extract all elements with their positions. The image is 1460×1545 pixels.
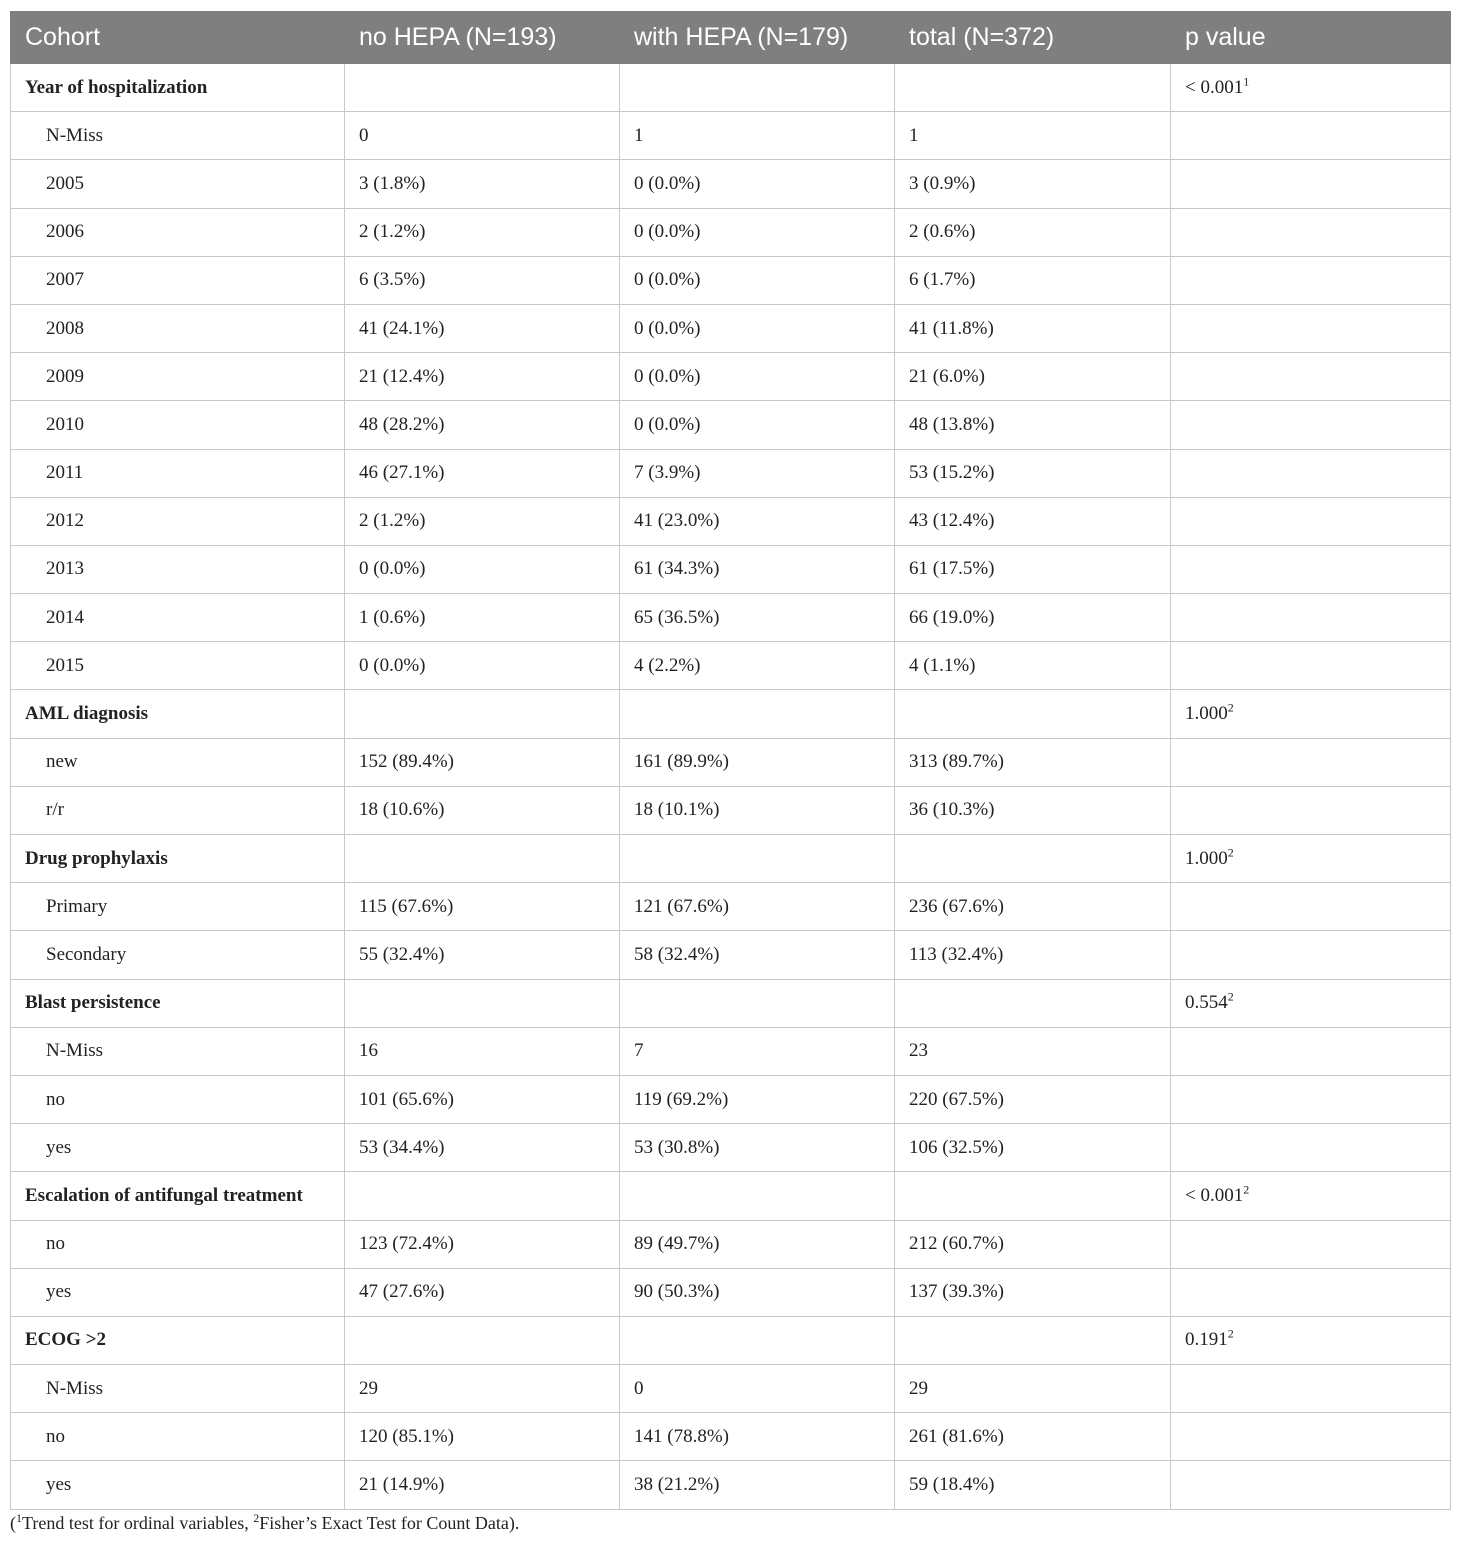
total-cell: 236 (67.6%)	[895, 883, 1171, 931]
empty-cell	[620, 1172, 895, 1220]
total-cell: 2 (0.6%)	[895, 208, 1171, 256]
row-label-cell: N-Miss	[11, 1027, 345, 1075]
table-row	[11, 449, 1451, 497]
empty-cell	[1171, 786, 1451, 834]
no-hepa-cell: 123 (72.4%)	[345, 1220, 620, 1268]
p-value-cell	[1171, 979, 1451, 1027]
no-hepa-cell: 120 (85.1%)	[345, 1413, 620, 1461]
with-hepa-cell: 119 (69.2%)	[620, 1075, 895, 1123]
total-cell: 313 (89.7%)	[895, 738, 1171, 786]
p-value-cell	[1171, 1172, 1451, 1220]
table-row	[11, 208, 1451, 256]
row-label-cell: no	[11, 1413, 345, 1461]
empty-cell	[620, 835, 895, 883]
empty-cell	[345, 979, 620, 1027]
with-hepa-cell: 0 (0.0%)	[620, 256, 895, 304]
row-label-cell: yes	[11, 1124, 345, 1172]
table-row	[11, 738, 1451, 786]
with-hepa-cell: 61 (34.3%)	[620, 545, 895, 593]
group-label-cell: Blast persistence	[11, 979, 345, 1027]
table-row	[11, 1075, 1451, 1123]
empty-cell	[620, 690, 895, 738]
empty-cell	[345, 690, 620, 738]
row-label-cell: 2011	[11, 449, 345, 497]
with-hepa-cell: 7 (3.9%)	[620, 449, 895, 497]
row-label-cell: 2014	[11, 594, 345, 642]
empty-cell	[620, 1316, 895, 1364]
no-hepa-cell: 48 (28.2%)	[345, 401, 620, 449]
empty-cell	[1171, 1124, 1451, 1172]
p-value: 1.000	[1185, 703, 1228, 725]
row-label-cell: Primary	[11, 883, 345, 931]
no-hepa-cell: 2 (1.2%)	[345, 208, 620, 256]
with-hepa-cell: 141 (78.8%)	[620, 1413, 895, 1461]
header-p-value: p value	[1171, 12, 1451, 64]
table-row	[11, 497, 1451, 545]
empty-cell	[1171, 401, 1451, 449]
with-hepa-cell: 53 (30.8%)	[620, 1124, 895, 1172]
p-value-footnote-marker: 2	[1227, 1327, 1234, 1342]
empty-cell	[1171, 642, 1451, 690]
table-row	[11, 545, 1451, 593]
no-hepa-cell: 6 (3.5%)	[345, 256, 620, 304]
footnote-open: (	[10, 1513, 16, 1533]
row-label-cell: yes	[11, 1268, 345, 1316]
no-hepa-cell: 0 (0.0%)	[345, 545, 620, 593]
row-label-cell: 2009	[11, 353, 345, 401]
header-total: total (N=372)	[895, 12, 1171, 64]
table-group-row	[11, 1172, 1451, 1220]
empty-cell	[345, 835, 620, 883]
p-value: 0.554	[1185, 992, 1228, 1014]
footnote-sup-2: 2	[253, 1511, 260, 1525]
p-value: 1.000	[1185, 847, 1228, 869]
header-cohort: Cohort	[11, 12, 345, 64]
empty-cell	[1171, 883, 1451, 931]
total-cell: 48 (13.8%)	[895, 401, 1171, 449]
no-hepa-cell: 1 (0.6%)	[345, 594, 620, 642]
total-cell: 106 (32.5%)	[895, 1124, 1171, 1172]
empty-cell	[895, 64, 1171, 112]
total-cell: 59 (18.4%)	[895, 1461, 1171, 1509]
with-hepa-cell: 0 (0.0%)	[620, 208, 895, 256]
p-value: 0.191	[1185, 1329, 1228, 1351]
table-group-row	[11, 64, 1451, 112]
total-cell: 6 (1.7%)	[895, 256, 1171, 304]
no-hepa-cell: 41 (24.1%)	[345, 304, 620, 352]
empty-cell	[620, 64, 895, 112]
total-cell: 220 (67.5%)	[895, 1075, 1171, 1123]
row-label-cell: N-Miss	[11, 1365, 345, 1413]
table-footnote	[10, 1513, 1450, 1534]
empty-cell	[1171, 497, 1451, 545]
group-label-cell: ECOG >2	[11, 1316, 345, 1364]
row-label-cell: 2007	[11, 256, 345, 304]
footnote-sup-1: 1	[16, 1511, 22, 1525]
table-header-row	[11, 12, 1451, 64]
empty-cell	[895, 1172, 1171, 1220]
empty-cell	[1171, 160, 1451, 208]
table-group-row	[11, 1316, 1451, 1364]
with-hepa-cell: 89 (49.7%)	[620, 1220, 895, 1268]
total-cell: 4 (1.1%)	[895, 642, 1171, 690]
total-cell: 23	[895, 1027, 1171, 1075]
empty-cell	[1171, 1413, 1451, 1461]
p-value-cell	[1171, 835, 1451, 883]
with-hepa-cell: 18 (10.1%)	[620, 786, 895, 834]
table-row	[11, 304, 1451, 352]
total-cell: 3 (0.9%)	[895, 160, 1171, 208]
table-row	[11, 1413, 1451, 1461]
table-row	[11, 401, 1451, 449]
empty-cell	[620, 979, 895, 1027]
empty-cell	[1171, 738, 1451, 786]
with-hepa-cell: 38 (21.2%)	[620, 1461, 895, 1509]
table-row	[11, 1220, 1451, 1268]
row-label-cell: new	[11, 738, 345, 786]
with-hepa-cell: 90 (50.3%)	[620, 1268, 895, 1316]
empty-cell	[1171, 1075, 1451, 1123]
table-body	[11, 64, 1451, 1510]
row-label-cell: 2008	[11, 304, 345, 352]
p-value-cell	[1171, 690, 1451, 738]
no-hepa-cell: 2 (1.2%)	[345, 497, 620, 545]
with-hepa-cell: 121 (67.6%)	[620, 883, 895, 931]
total-cell: 29	[895, 1365, 1171, 1413]
total-cell: 21 (6.0%)	[895, 353, 1171, 401]
p-value-footnote-marker: 2	[1227, 700, 1234, 715]
with-hepa-cell: 41 (23.0%)	[620, 497, 895, 545]
table-row	[11, 160, 1451, 208]
table-row	[11, 1027, 1451, 1075]
no-hepa-cell: 21 (12.4%)	[345, 353, 620, 401]
row-label-cell: 2015	[11, 642, 345, 690]
row-label-cell: N-Miss	[11, 112, 345, 160]
table-row	[11, 256, 1451, 304]
with-hepa-cell: 0	[620, 1365, 895, 1413]
empty-cell	[1171, 1461, 1451, 1509]
total-cell: 36 (10.3%)	[895, 786, 1171, 834]
footnote-text-1: Trend test for ordinal variables,	[22, 1513, 254, 1533]
data-table-container	[10, 11, 1450, 1510]
p-value-footnote-marker: 2	[1243, 1182, 1250, 1197]
table-row	[11, 1461, 1451, 1509]
table-row	[11, 642, 1451, 690]
empty-cell	[895, 835, 1171, 883]
cohort-table	[10, 11, 1451, 1510]
row-label-cell: no	[11, 1220, 345, 1268]
footnote-text-2: Fisher’s Exact Test for Count Data).	[259, 1513, 520, 1533]
empty-cell	[345, 1316, 620, 1364]
empty-cell	[895, 1316, 1171, 1364]
with-hepa-cell: 65 (36.5%)	[620, 594, 895, 642]
empty-cell	[1171, 112, 1451, 160]
group-label-cell: Drug prophylaxis	[11, 835, 345, 883]
group-label-cell: AML diagnosis	[11, 690, 345, 738]
row-label-cell: 2013	[11, 545, 345, 593]
p-value-footnote-marker: 1	[1243, 74, 1250, 89]
empty-cell	[1171, 594, 1451, 642]
p-value-cell	[1171, 64, 1451, 112]
table-row	[11, 931, 1451, 979]
header-with-hepa: with HEPA (N=179)	[620, 12, 895, 64]
group-label-cell: Year of hospitalization	[11, 64, 345, 112]
table-row	[11, 883, 1451, 931]
p-value-footnote-marker: 2	[1227, 845, 1234, 860]
row-label-cell: r/r	[11, 786, 345, 834]
table-row	[11, 594, 1451, 642]
empty-cell	[1171, 304, 1451, 352]
empty-cell	[1171, 353, 1451, 401]
row-label-cell: yes	[11, 1461, 345, 1509]
no-hepa-cell: 53 (34.4%)	[345, 1124, 620, 1172]
empty-cell	[1171, 545, 1451, 593]
empty-cell	[1171, 208, 1451, 256]
table-group-row	[11, 979, 1451, 1027]
p-value: < 0.001	[1185, 1184, 1244, 1206]
empty-cell	[895, 690, 1171, 738]
row-label-cell: 2005	[11, 160, 345, 208]
no-hepa-cell: 115 (67.6%)	[345, 883, 620, 931]
total-cell: 212 (60.7%)	[895, 1220, 1171, 1268]
no-hepa-cell: 152 (89.4%)	[345, 738, 620, 786]
p-value-cell	[1171, 1316, 1451, 1364]
table-group-row	[11, 835, 1451, 883]
with-hepa-cell: 4 (2.2%)	[620, 642, 895, 690]
total-cell: 261 (81.6%)	[895, 1413, 1171, 1461]
with-hepa-cell: 0 (0.0%)	[620, 160, 895, 208]
table-row	[11, 112, 1451, 160]
row-label-cell: 2006	[11, 208, 345, 256]
no-hepa-cell: 46 (27.1%)	[345, 449, 620, 497]
empty-cell	[345, 64, 620, 112]
empty-cell	[1171, 931, 1451, 979]
with-hepa-cell: 58 (32.4%)	[620, 931, 895, 979]
no-hepa-cell: 21 (14.9%)	[345, 1461, 620, 1509]
with-hepa-cell: 161 (89.9%)	[620, 738, 895, 786]
table-row	[11, 1365, 1451, 1413]
no-hepa-cell: 29	[345, 1365, 620, 1413]
empty-cell	[895, 979, 1171, 1027]
with-hepa-cell: 0 (0.0%)	[620, 353, 895, 401]
empty-cell	[1171, 256, 1451, 304]
no-hepa-cell: 3 (1.8%)	[345, 160, 620, 208]
header-no-hepa: no HEPA (N=193)	[345, 12, 620, 64]
no-hepa-cell: 55 (32.4%)	[345, 931, 620, 979]
empty-cell	[1171, 449, 1451, 497]
total-cell: 61 (17.5%)	[895, 545, 1171, 593]
total-cell: 53 (15.2%)	[895, 449, 1171, 497]
p-value-footnote-marker: 2	[1227, 989, 1234, 1004]
table-row	[11, 786, 1451, 834]
total-cell: 41 (11.8%)	[895, 304, 1171, 352]
row-label-cell: 2010	[11, 401, 345, 449]
row-label-cell: 2012	[11, 497, 345, 545]
no-hepa-cell: 18 (10.6%)	[345, 786, 620, 834]
with-hepa-cell: 0 (0.0%)	[620, 304, 895, 352]
no-hepa-cell: 0 (0.0%)	[345, 642, 620, 690]
group-label-cell: Escalation of antifungal treatment	[11, 1172, 345, 1220]
with-hepa-cell: 7	[620, 1027, 895, 1075]
no-hepa-cell: 47 (27.6%)	[345, 1268, 620, 1316]
empty-cell	[1171, 1268, 1451, 1316]
row-label-cell: no	[11, 1075, 345, 1123]
table-row	[11, 353, 1451, 401]
table-row	[11, 1268, 1451, 1316]
empty-cell	[1171, 1027, 1451, 1075]
total-cell: 137 (39.3%)	[895, 1268, 1171, 1316]
with-hepa-cell: 0 (0.0%)	[620, 401, 895, 449]
total-cell: 113 (32.4%)	[895, 931, 1171, 979]
row-label-cell: Secondary	[11, 931, 345, 979]
empty-cell	[1171, 1365, 1451, 1413]
no-hepa-cell: 0	[345, 112, 620, 160]
table-group-row	[11, 690, 1451, 738]
total-cell: 43 (12.4%)	[895, 497, 1171, 545]
no-hepa-cell: 101 (65.6%)	[345, 1075, 620, 1123]
empty-cell	[1171, 1220, 1451, 1268]
total-cell: 66 (19.0%)	[895, 594, 1171, 642]
with-hepa-cell: 1	[620, 112, 895, 160]
no-hepa-cell: 16	[345, 1027, 620, 1075]
table-row	[11, 1124, 1451, 1172]
empty-cell	[345, 1172, 620, 1220]
p-value: < 0.001	[1185, 76, 1244, 98]
total-cell: 1	[895, 112, 1171, 160]
